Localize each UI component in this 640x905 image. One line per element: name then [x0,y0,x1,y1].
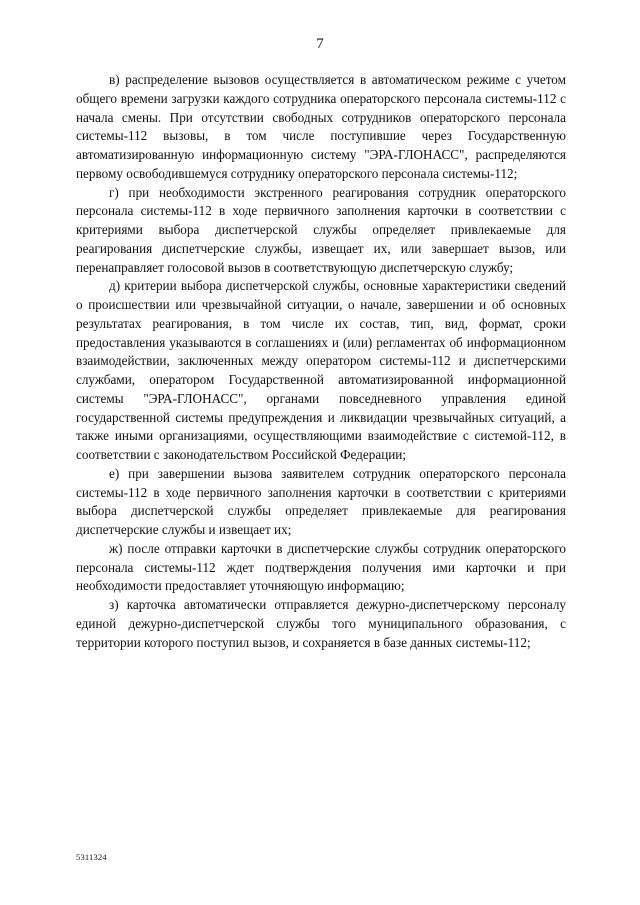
document-code: 5311324 [76,852,107,862]
page-number: 7 [316,36,324,52]
paragraph-z: з) карточка автоматически отправляется дежурно-диспетчерскому персоналу единой дежурно-диспетчерской службы того муниципального образования, с территории которого поступил вызов, и сохраняется в базе данных системы-112; [76,597,566,650]
paragraph-e: е) при завершении вызова заявителем сотрудник операторского персонала системы-112 в ходе первичного заполнения карточки в соответствии с критериями выбора диспетчерской службы определяет привлекаемые для реагирования диспетчерские службы и извещает их; [76,465,566,537]
document-body [76,71,566,652]
paragraph-v: в) распределение вызовов осуществляется в автоматическом режиме с учетом общего времени загрузки каждого сотрудника операторского персонала системы-112 с начала смены. При отсутствии свободных сотрудников операторского персонала системы-112 вызовы, в том числе поступившие через Государственную автоматизированную информационную систему "ЭРА-ГЛОНАСС", распределяются первому освободившемуся сотруднику операторского персонала системы-112; [76,72,566,181]
paragraph-zh: ж) после отправки карточки в диспетчерские службы сотрудник операторского персонала системы-112 ждет подтверждения получения ими карточки и при необходимости предоставляет уточняющую информацию; [76,540,566,594]
paragraph-d: д) критерии выбора диспетчерской службы, основные характеристики сведений о происшествии или чрезвычайной ситуации, о начале, завершении и об основных результатах реагирования, в том числе их состав, тип, вид, формат, сроки предоставления указываются в соглашениях и (или) регламентах об информационном взаимодействии, заключенных между оператором системы-112 и диспетчерскими службами, оператором Государственной автоматизированной информационной системы "ЭРА-ГЛОНАСС", органами повседневного управления единой государственной системы предупреждения и ликвидации чрезвычайных ситуаций, а также иными организациями, осуществляющими взаимодействие с системой-112, в соответствии с законодательством Российской Федерации; [76,278,566,462]
paragraph-g: г) при необходимости экстренного реагирования сотрудник операторского персонала системы-112 в ходе первичного заполнения карточки в соответствии с критериями выбора диспетчерской службы определяет привлекаемые для реагирования диспетчерские службы, извещает их, или завершает вызов, или перенаправляет голосовой вызов в соответствующую диспетчерскую службу; [76,184,566,275]
